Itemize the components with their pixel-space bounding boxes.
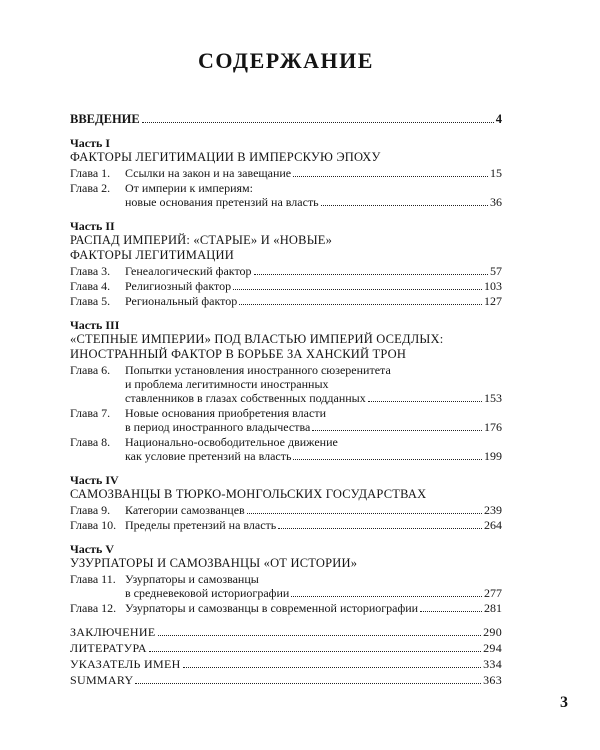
toc-chapter[interactable] [70,264,502,278]
dot-leader [420,602,482,612]
toc-chapter[interactable] [70,503,502,517]
chapter-title: Национально-освободительное движение [125,435,338,449]
dot-leader [149,642,481,652]
toc-chapter[interactable] [70,601,502,615]
chapter-number: Глава 10. [70,518,117,532]
part-title-line: УЗУРПАТОРЫ И САМОЗВАНЦЫ «ОТ ИСТОРИИ» [70,556,358,570]
chapter-title: Религиозный фактор [125,279,232,293]
chapter-number: Глава 8. [70,435,111,449]
table-of-contents [70,112,502,689]
chapter-line [125,449,502,463]
chapter-title: Категории самозванцев [125,503,245,517]
entry-label: SUMMARY [70,673,134,687]
chapter-title: в период иностранного владычества [125,420,311,434]
toc-chapter[interactable] [70,166,502,180]
chapter-line [125,294,502,308]
chapter-page: 176 [484,420,502,434]
chapter-number: Глава 4. [70,279,111,293]
chapter-line [125,601,502,615]
dot-leader [321,196,488,206]
chapter-line [125,586,502,600]
toc-part [70,473,502,532]
chapter-title: Попытки установления иностранного сюзеренитета [125,363,391,377]
dot-leader [239,295,482,305]
chapter-line [125,518,502,532]
dot-leader [293,450,482,460]
chapter-body [125,181,502,209]
chapter-page: 239 [484,503,502,517]
dot-leader [254,265,488,275]
chapter-line [125,166,502,180]
dot-leader [247,504,482,514]
dot-leader [158,626,482,636]
toc-chapter[interactable] [70,518,502,532]
toc-entry[interactable] [70,673,502,688]
back-matter-list [70,625,502,688]
chapter-line [125,503,502,517]
chapter-number: Глава 9. [70,503,111,517]
toc-chapter[interactable] [70,294,502,308]
chapter-title: новые основания претензий на власть [125,195,319,209]
part-title-line: ФАКТОРЫ ЛЕГИТИМАЦИИ [70,248,234,262]
entry-page: 363 [483,673,502,687]
entry-page: 290 [483,625,502,639]
chapter-title: ставленников в глазах собственных подданных [125,391,366,405]
dot-leader [233,280,482,290]
chapter-title: Ссылки на закон и на завещание [125,166,292,180]
part-title [70,487,502,502]
part-number: Часть IV [70,473,119,487]
dot-leader [291,587,482,597]
dot-leader [142,113,494,123]
part-title [70,556,502,571]
chapter-number: Глава 6. [70,363,111,377]
chapter-number: Глава 7. [70,406,111,420]
toc-chapter[interactable] [70,363,502,405]
chapter-body [125,503,502,517]
chapter-body [125,363,502,405]
page-title: СОДЕРЖАНИЕ [198,48,374,73]
toc-part [70,136,502,209]
chapter-page: 199 [484,449,502,463]
chapter-title: Узурпаторы и самозванцы [125,572,259,586]
part-title-line: РАСПАД ИМПЕРИЙ: «СТАРЫЕ» И «НОВЫЕ» [70,233,333,247]
entry-page: 294 [483,641,502,655]
chapter-line [125,391,502,405]
chapter-line [125,195,502,209]
part-number: Часть II [70,219,115,233]
chapter-title: как условие претензий на власть [125,449,292,463]
toc-entry[interactable] [70,641,502,656]
toc-part [70,318,502,463]
part-title [70,332,502,362]
chapter-title: Узурпаторы и самозванцы в современной историографии [125,601,419,615]
part-title-line: ИНОСТРАННЫЙ ФАКТОР В БОРЬБЕ ЗА ХАНСКИЙ ТРОН [70,347,407,361]
chapter-body [125,406,502,434]
chapter-page: 281 [484,601,502,615]
dot-leader [135,674,481,684]
part-title-line: САМОЗВАНЦЫ В ТЮРКО-МОНГОЛЬСКИХ ГОСУДАРСТВАХ [70,487,427,501]
dot-leader [293,167,488,177]
entry-page: 4 [495,112,502,126]
page-number: 3 [560,694,568,711]
chapter-number: Глава 3. [70,264,111,278]
chapter-number: Глава 2. [70,181,111,195]
toc-chapter[interactable] [70,406,502,434]
part-number: Часть I [70,136,111,150]
chapter-title: Пределы претензий на власть [125,518,277,532]
chapter-page: 277 [484,586,502,600]
part-number: Часть V [70,542,115,556]
dot-leader [183,658,482,668]
chapter-page: 264 [484,518,502,532]
parts-list [70,136,502,615]
chapter-number: Глава 1. [70,166,111,180]
toc-part [70,542,502,615]
chapter-line [125,264,502,278]
chapter-title: Генеалогический фактор [125,264,252,278]
toc-chapter[interactable] [70,181,502,209]
chapter-title: Региональный фактор [125,294,238,308]
part-title-line: «СТЕПНЫЕ ИМПЕРИИ» ПОД ВЛАСТЬЮ ИМПЕРИЙ ОСЕДЛЫХ: [70,332,444,346]
entry-label: ЛИТЕРАТУРА [70,641,147,655]
toc-chapter[interactable] [70,572,502,600]
chapter-title: в средневековой историографии [125,586,290,600]
part-title [70,150,502,165]
chapter-body [125,294,502,308]
chapter-title: Новые основания приобретения власти [125,406,326,420]
chapter-page: 127 [484,294,502,308]
entry-label: ВВЕДЕНИЕ [70,112,140,126]
chapter-line [125,279,502,293]
chapter-title: От империи к империям: [125,181,253,195]
chapter-page: 57 [490,264,502,278]
chapter-body [125,601,502,615]
part-title-line: ФАКТОРЫ ЛЕГИТИМАЦИИ В ИМПЕРСКУЮ ЭПОХУ [70,150,381,164]
dot-leader [368,392,482,402]
chapter-page: 103 [484,279,502,293]
entry-label: УКАЗАТЕЛЬ ИМЕН [70,657,181,671]
dot-leader [312,421,482,431]
toc-entry[interactable] [70,657,502,672]
toc-entry[interactable] [70,625,502,640]
entry-page: 334 [483,657,502,671]
chapter-number: Глава 12. [70,601,117,615]
chapter-body [125,166,502,180]
toc-chapter[interactable] [70,435,502,463]
chapter-page: 36 [490,195,502,209]
chapter-page: 153 [484,391,502,405]
chapter-body [125,435,502,463]
entry-label: ЗАКЛЮЧЕНИЕ [70,625,156,639]
chapter-body [125,279,502,293]
toc-part [70,219,502,308]
chapter-number: Глава 11. [70,572,116,586]
chapter-line [125,420,502,434]
chapter-body [125,572,502,600]
part-title [70,233,502,263]
chapter-body [125,518,502,532]
part-number: Часть III [70,318,120,332]
chapter-body [125,264,502,278]
toc-entry-intro[interactable] [70,112,502,126]
dot-leader [278,519,482,529]
toc-chapter[interactable] [70,279,502,293]
chapter-title: и проблема легитимности иностранных [125,377,329,391]
chapter-number: Глава 5. [70,294,111,308]
chapter-page: 15 [490,166,502,180]
